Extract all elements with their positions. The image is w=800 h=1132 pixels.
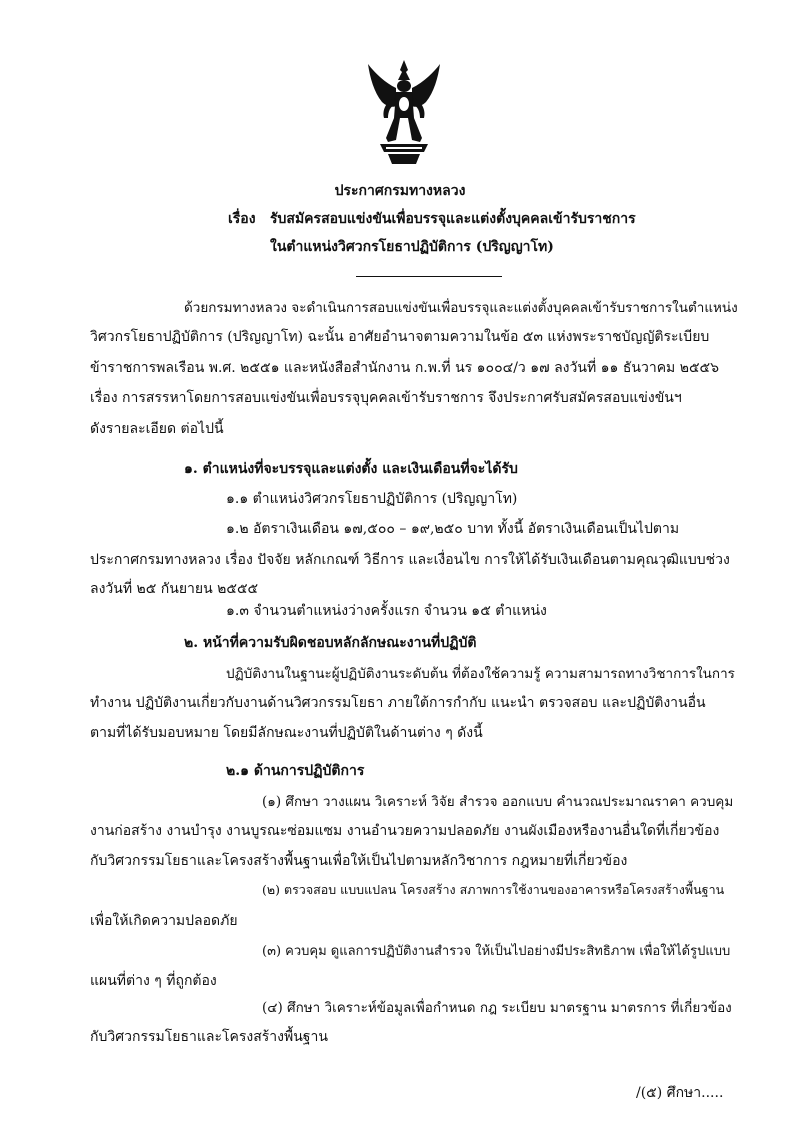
duty-item-2-first: (๒) ตรวจสอบ แบบแปลน โครงสร้าง สภาพการใช้งานของอาคารหรือโครงสร้างพื้นฐาน	[262, 882, 725, 897]
page-continuation: /(๕) ศึกษา.....	[636, 1085, 724, 1101]
agency-title: ประกาศกรมทางหลวง	[334, 183, 466, 199]
header-divider	[356, 276, 502, 277]
duty-item-1-first: (๑) ศึกษา วางแผน วิเคราะห์ วิจัย สำรวจ ออกแบบ คำนวณประมาณราคา ควบคุม	[262, 794, 734, 810]
section-2-para-line-1: ปฏิบัติงานในฐานะผู้ปฏิบัติงานระดับต้น ที่ต้องใช้ความรู้ ความสามารถทางวิชาการในการ	[226, 666, 735, 682]
duty-item-4-first: (๔) ศึกษา วิเคราะห์ข้อมูลเพื่อกำหนด กฎ ระเบียบ มาตรฐาน มาตรการ ที่เกี่ยวข้อง	[262, 1000, 732, 1016]
section-1-item-2-line-1: ๑.๒ อัตราเงินเดือน ๑๗,๕๐๐ – ๑๙,๒๕๐ บาท ทั้งนี้ อัตราเงินเดือนเป็นไปตาม	[226, 521, 680, 537]
duty-item-4-line-2: กับวิศวกรรมโยธาและโครงสร้างพื้นฐาน	[90, 1029, 328, 1045]
intro-line-1: ด้วยกรมทางหลวง จะดำเนินการสอบแข่งขันเพื่อบรรจุและแต่งตั้งบุคคลเข้ารับราชการในตำแหน่ง	[184, 300, 738, 316]
section-1-item-2-line-3: ลงวันที่ ๒๕ กันยายน ๒๕๕๕	[90, 581, 259, 597]
intro-line-5: ดังรายละเอียด ต่อไปนี้	[90, 421, 224, 437]
duty-item-3-line-2: แผนที่ต่าง ๆ ที่ถูกต้อง	[90, 973, 217, 989]
section-2-heading: ๒. หน้าที่ความรับผิดชอบหลักลักษณะงานที่ปฏิบัติ	[184, 635, 477, 651]
section-2-para-line-2: ทำงาน ปฏิบัติงานเกี่ยวกับงานด้านวิศวกรรมโยธา ภายใต้การกำกับ แนะนำ ตรวจสอบ และปฏิบัติงานอื่น	[90, 695, 706, 711]
garuda-emblem-icon	[366, 58, 442, 166]
section-2-para-line-3: ตามที่ได้รับมอบหมาย โดยมีลักษณะงานที่ปฏิบัติในด้านต่าง ๆ ดังนี้	[90, 725, 483, 741]
section-1-item-2-line-2: ประกาศกรมทางหลวง เรื่อง ปัจจัย หลักเกณฑ์ วิธีการ และเงื่อนไข การให้ได้รับเงินเดือนตามคุณวุฒิแบบช่วง	[90, 552, 730, 568]
intro-line-2: วิศวกรโยธาปฏิบัติการ (ปริญญาโท) ฉะนั้น อาศัยอำนาจตามความในข้อ ๕๓ แห่งพระราชบัญญัติระเบียบ	[90, 329, 710, 345]
duty-item-2-line-2: เพื่อให้เกิดความปลอดภัย	[90, 913, 238, 929]
section-1-heading: ๑. ตำแหน่งที่จะบรรจุและแต่งตั้ง และเงินเดือนที่จะได้รับ	[184, 461, 518, 477]
duty-item-1-line-3: กับวิศวกรรมโยธาและโครงสร้างพื้นฐานเพื่อให้เป็นไปตามหลักวิชาการ กฎหมายที่เกี่ยวข้อง	[90, 853, 628, 869]
subject-line-2: ในตำแหน่งวิศวกรโยธาปฏิบัติการ (ปริญญาโท)	[270, 239, 554, 255]
section-1-item-1: ๑.๑ ตำแหน่งวิศวกรโยธาปฏิบัติการ (ปริญญาโท)	[226, 491, 518, 507]
intro-line-4: เรื่อง การสรรหาโดยการสอบแข่งขันเพื่อบรรจุบุคคลเข้ารับราชการ จึงประกาศรับสมัครสอบแข่งขันฯ	[90, 390, 682, 406]
duty-item-3-first: (๓) ควบคุม ดูแลการปฏิบัติงานสำรวจ ให้เป็นไปอย่างมีประสิทธิภาพ เพื่อให้ได้รูปแบบ	[262, 944, 731, 959]
duty-item-1-line-2: งานก่อสร้าง งานบำรุง งานบูรณะซ่อมแซม งานอำนวยความปลอดภัย งานผังเมืองหรืองานอื่นใดที่เกี่ยวข้อง	[90, 823, 720, 839]
subject-line-1: รับสมัครสอบแข่งขันเพื่อบรรจุและแต่งตั้งบุคคลเข้ารับราชการ	[270, 211, 636, 227]
section-1-item-3: ๑.๓ จำนวนตำแหน่งว่างครั้งแรก จำนวน ๑๕ ตำแหน่ง	[226, 603, 547, 619]
subject-label: เรื่อง	[228, 211, 256, 227]
section-2-1-heading: ๒.๑ ด้านการปฏิบัติการ	[226, 763, 365, 779]
intro-line-3: ข้าราชการพลเรือน พ.ศ. ๒๕๕๑ และหนังสือสำนักงาน ก.พ.ที่ นร ๑๐๐๔/ว ๑๗ ลงวันที่ ๑๑ ธันวาคม ๒๕๕๖	[90, 360, 720, 376]
